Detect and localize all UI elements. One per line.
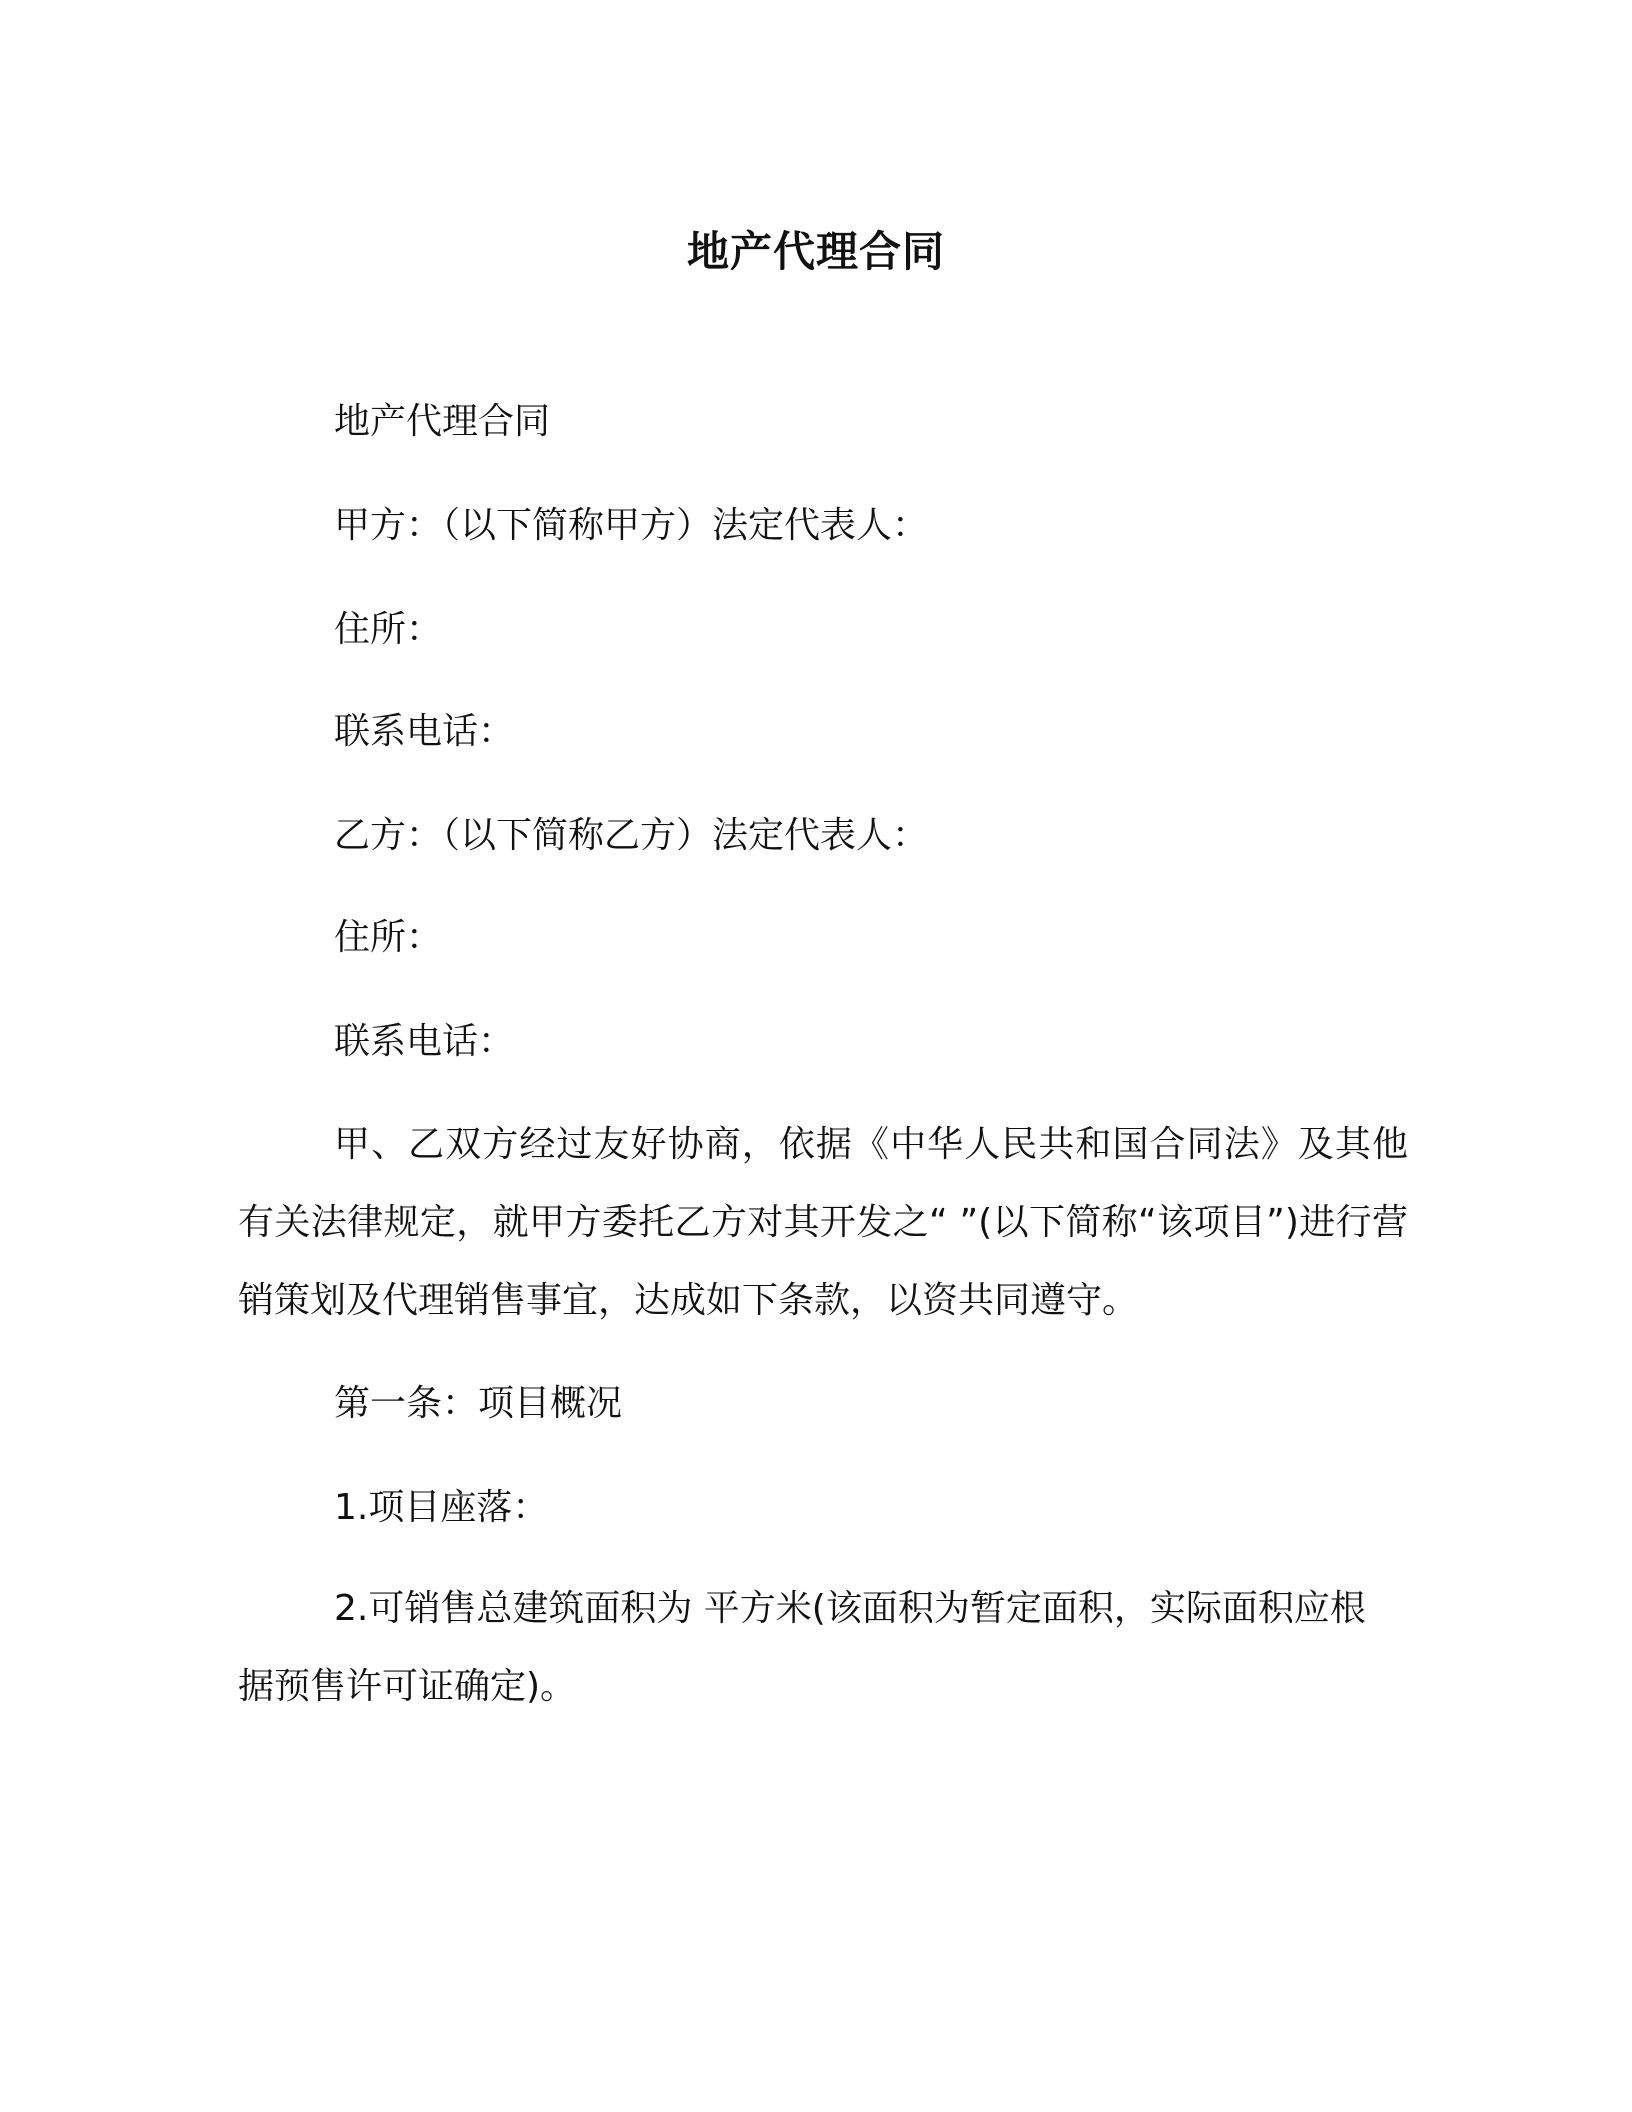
party-a-address: 住所： xyxy=(334,609,443,650)
document-subtitle: 地产代理合同 xyxy=(334,401,551,442)
document-title: 地产代理合同 xyxy=(686,227,945,276)
item-1-location: 1.项目座落： xyxy=(334,1487,549,1528)
article-1-heading: 第一条：项目概况 xyxy=(334,1383,623,1424)
party-a-line: 甲方：（以下简称甲方）法定代表人： xyxy=(334,505,929,546)
party-b-address: 住所： xyxy=(334,917,443,958)
item-2-area: 2.可销售总建筑面积为 平方米(该面积为暂定面积，实际面积应根据预售许可证确定)。 xyxy=(238,1588,1366,1707)
preamble-paragraph: 甲、乙双方经过友好协商，依据《中华人民共和国合同法》及其他有关法律规定，就甲方委托乙方对其开发之“ ”(以下简称“该项目”)进行营销策划及代理销售事宜，达成如下条款，以资共同遵守。 xyxy=(238,1124,1408,1321)
party-b-line: 乙方：（以下简称乙方）法定代表人： xyxy=(334,815,929,856)
party-a-phone: 联系电话： xyxy=(334,711,515,752)
party-b-phone: 联系电话： xyxy=(334,1021,515,1062)
